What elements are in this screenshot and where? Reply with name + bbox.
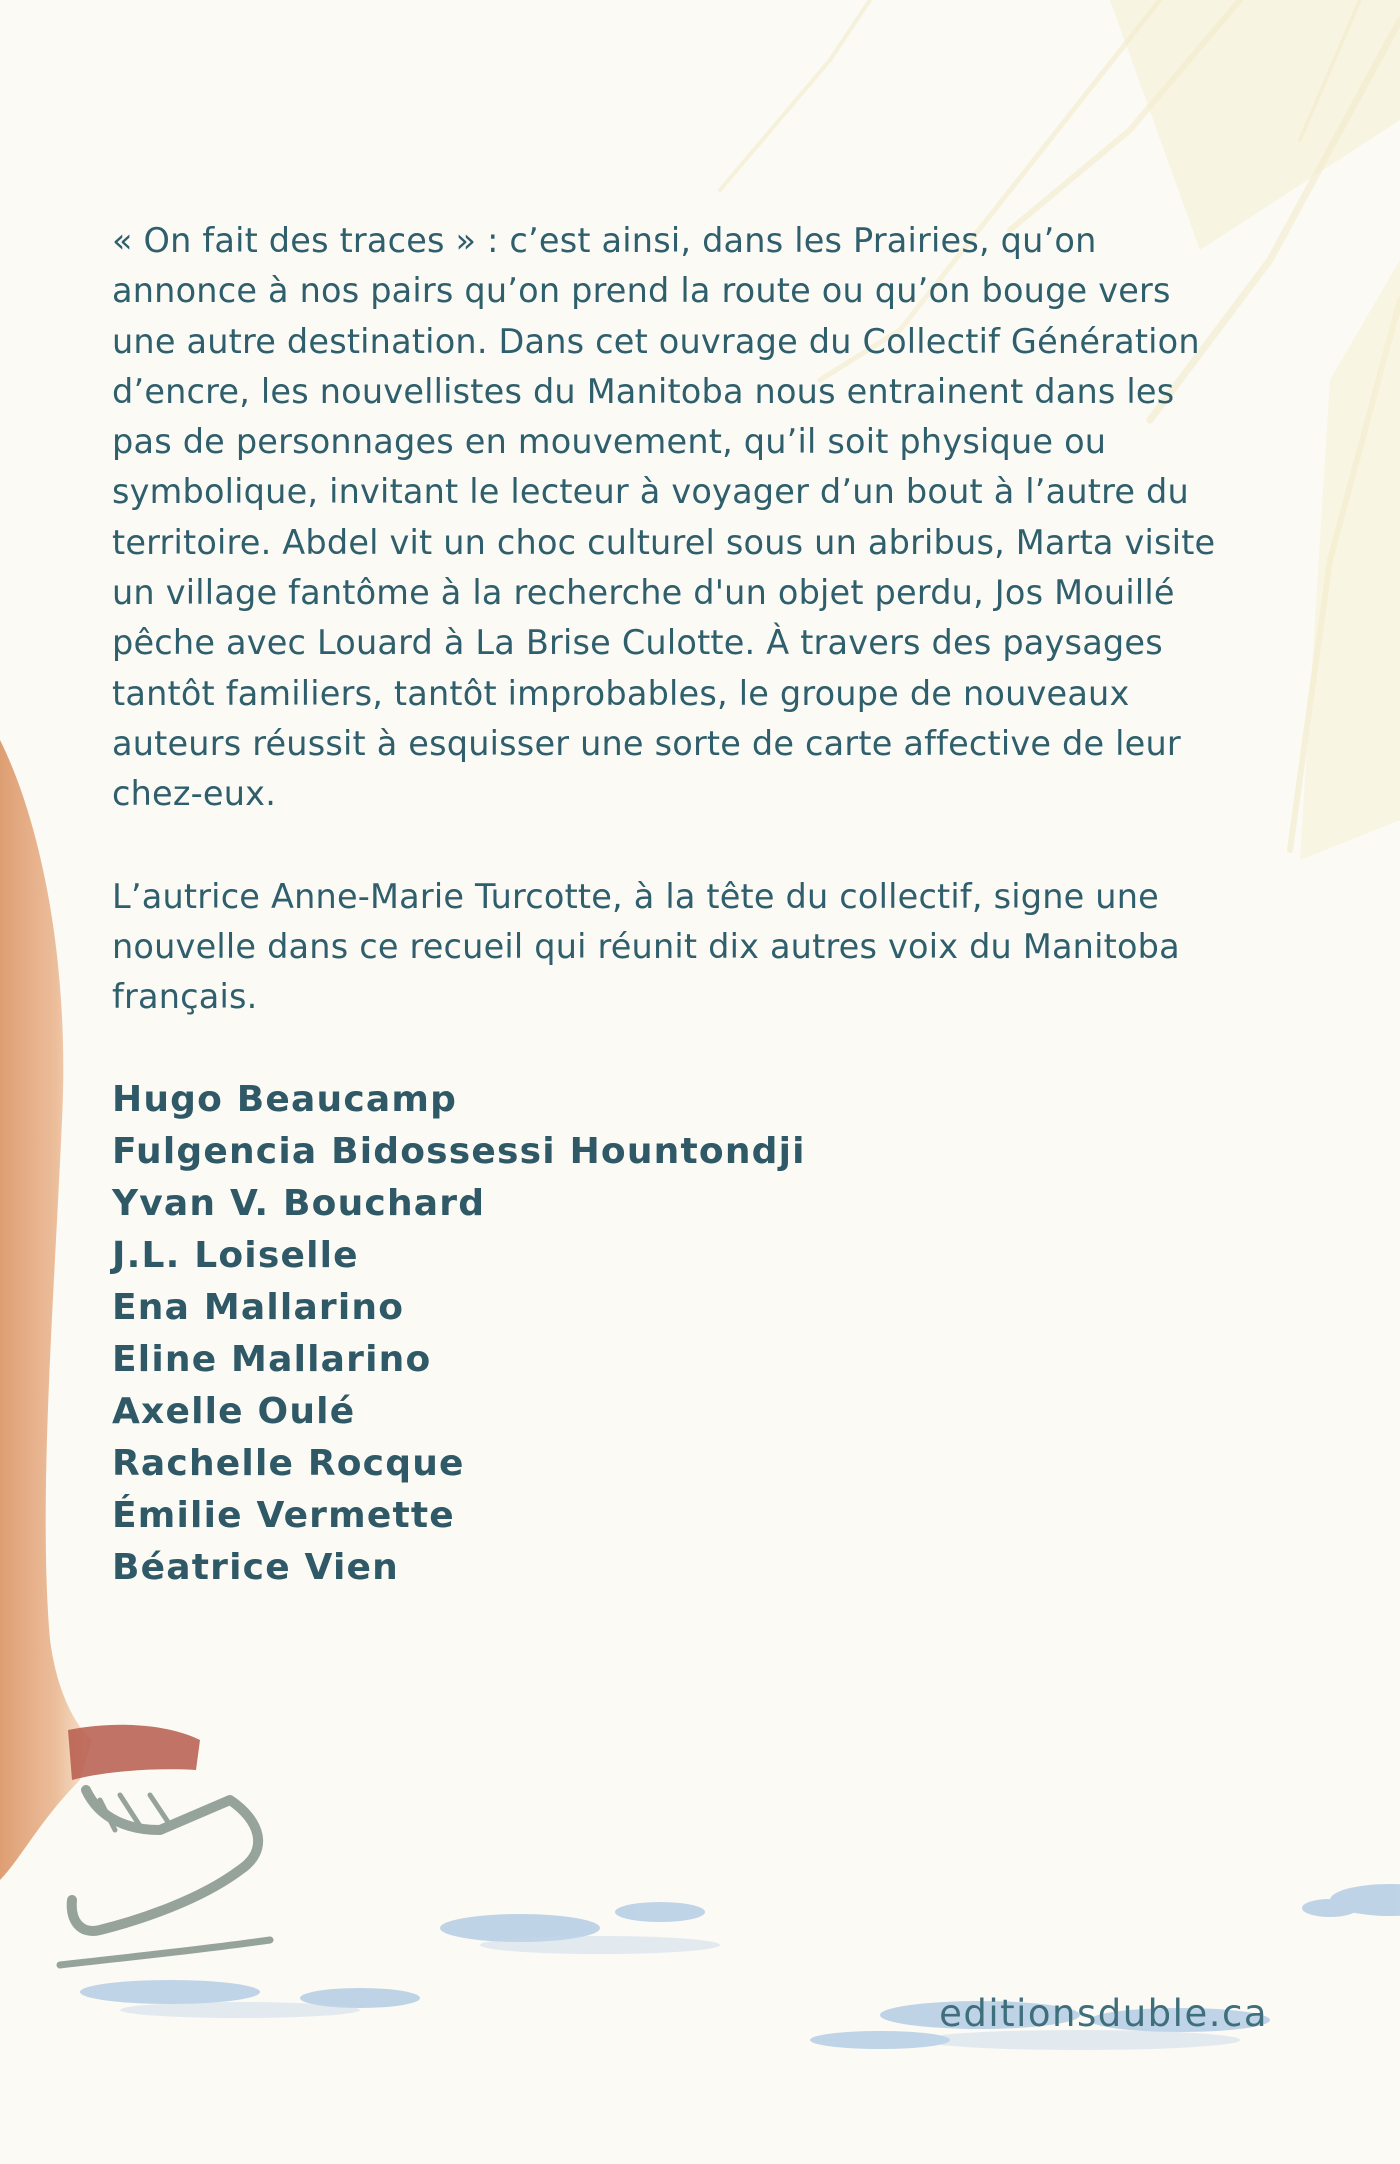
leg-shape [0,740,92,1880]
author-name: Rachelle Rocque [112,1443,465,1485]
author-name: Ena Mallarino [112,1287,405,1329]
blurb-paragraph-2: L’autrice Anne-Marie Turcotte, à la tête du collectif, signe une nouvelle dans ce recueil qui réunit dix autres voix du Manitoba français. [112,876,1180,1017]
author-name: Hugo Beaucamp [112,1079,458,1121]
author-name: Fulgencia Bidossessi Hountondji [112,1131,806,1173]
author-name: Eline Mallarino [112,1339,432,1381]
author-name: J.L. Loiselle [112,1235,359,1277]
author-name: Émilie Vermette [112,1495,455,1537]
back-cover-text [112,216,1232,1594]
blurb-paragraph-1: « On fait des traces » : c’est ainsi, dans les Prairies, qu’on annonce à nos pairs qu’on prend la route ou qu’on bouge vers une autre destination. Dans cet ouvrage du Collectif Génération d’encre, les nouvellistes du Manitoba nous entrainent dans les pas de personnages en mouvement, qu’il soit physique ou symbolique, invitant le lecteur à voyager d’un bout à l’autre du territoire. Abdel vit un choc culturel sous un abribus, Marta visite un village fantôme à la recherche d'un objet perdu, Jos Mouillé pêche avec Louard à La Brise Culotte. À travers des paysages tantôt familiers, tantôt improbables, le groupe de nouveaux auteurs réussit à esquisser une sorte de carte affective de leur chez-eux. [112,221,1216,814]
blurb [112,216,1232,1022]
author-name: Yvan V. Bouchard [112,1183,486,1225]
skate-shape [60,1790,270,1965]
author-list [112,1074,1232,1594]
publisher-website: editionsduble.ca [939,1992,1268,2035]
author-name: Axelle Oulé [112,1391,356,1433]
author-name: Béatrice Vien [112,1547,399,1589]
